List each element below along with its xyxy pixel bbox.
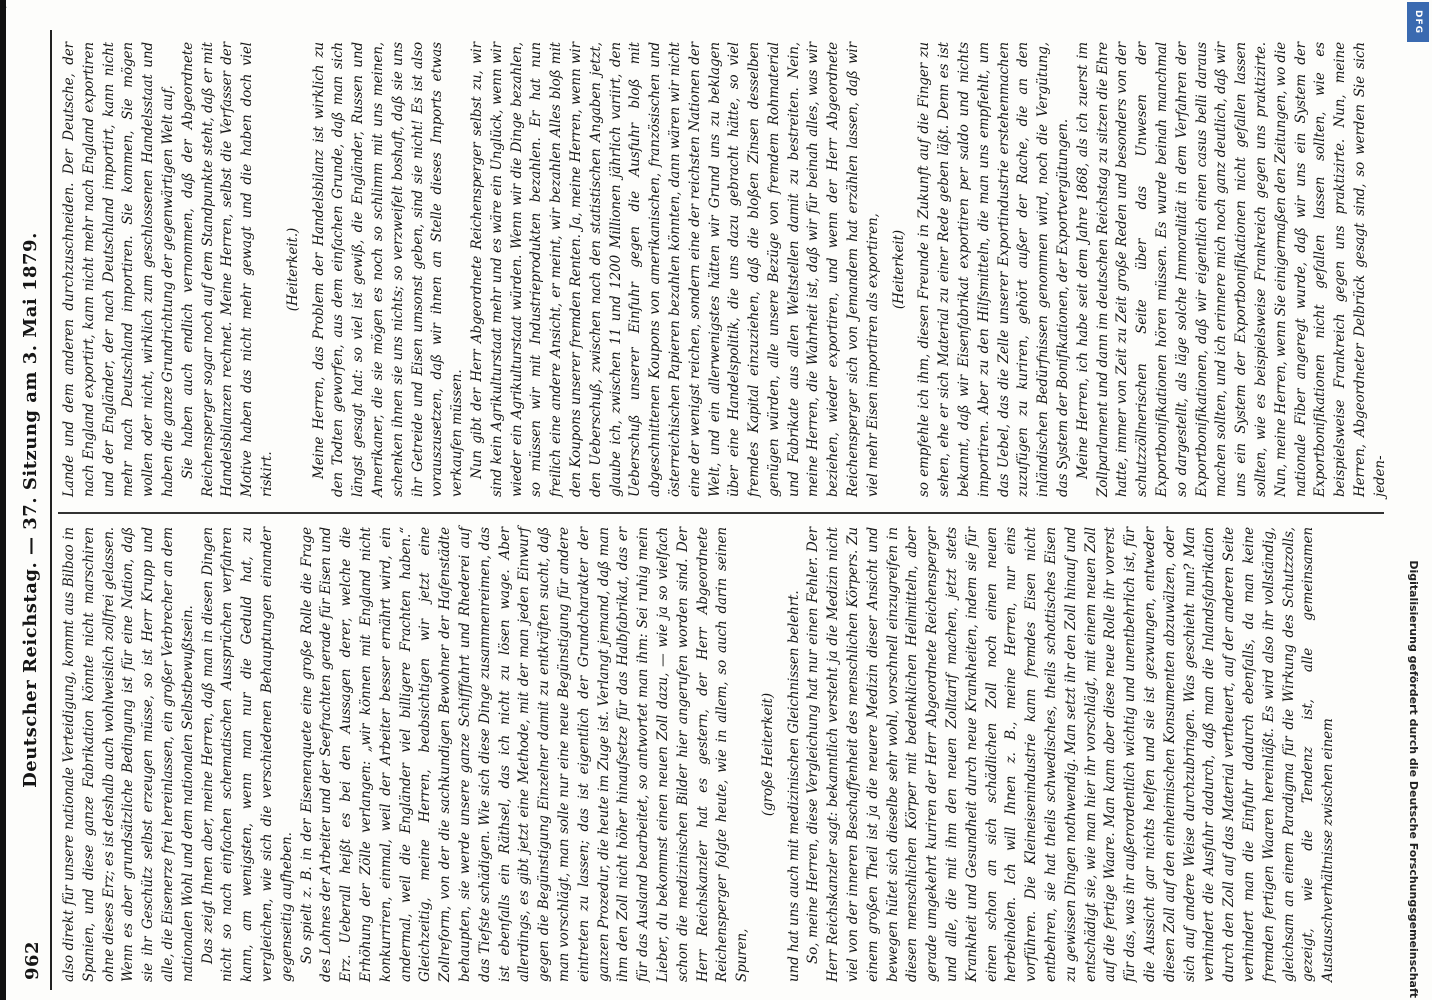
paragraph: und hat uns auch mit medizinischen Gleichnissen belehrt. bbox=[785, 590, 802, 982]
paragraph: Lande und dem anderen durchzuschneiden. Der Deutsche, der nach England exportirt, kann nicht mehr nach England exportiren und der Engländer, der nach Deutschland importirt, kann nicht mehr nach Deutschland importiren. Sie kommen, Sie mögen wollen oder nicht, wirklich zum geschlossenen Handelsstaat und haben die ganze Grundrichtung der gegenwärtigen Welt auf. bbox=[61, 42, 176, 497]
corner-mark: 1 bbox=[0, 0, 7, 11]
paragraph: Nun gibt der Herr Abgeordnete Reichensperger selbst zu, wir sind kein Agrikulturstaat mehr und es wäre ein Unglück, wenn wir wieder ein Agrikulturstaat würden. Wenn wir die Dinge bezahlen, so müssen wir mit Industrieprodukten bezahlen. Er hat nun freilich eine andere Ansicht, er meint, wir bezahlen Alles bloß mit den Koupons unserer fremden Renten. Ja, meine Herren, wenn wir den Ueberschuß, zwischen nach den statistischen Angaben jetzt, glaube ich, zwischen 11 und 1200 Millionen jährlich variirt, den Ueberschuß unserer Einfuhr gegen die Ausfuhr bloß mit abgeschnittenen Koupons von amerikanischen, französischen und österreichischen Papieren bezahlen könnten, dann wären wir nicht eine der wenigst reichen, sondern eine der reichsten Nationen der Welt, und ein allerwenigstes hätten wir Grund uns zu beklagen über eine Handelspolitik, die uns dazu gebracht hätte, so viel fremdes Kapital einzuziehen, daß die bloßen Zinsen desselben genügen würden, alle unsere Bezüge von fremdem Rohmaterial und Fabrikate aus allen Weltstellen damit zu bestreiten. Nein, meine Herren, die Wahrheit ist, daß wir für beinah alles, was wir beziehen, wieder exportiren, und wenn der Herr Abgeordnete Reichensperger sich von Jemandem hat erzählen lassen, daß wir viel mehr Eisen importiren als exportiren, bbox=[468, 42, 881, 497]
paragraph: Das zeigt Ihnen aber, meine Herren, daß man in diesen Dingen nicht so nach einfachen schematischen Aussprüchen verfahren kann, am wenigsten, wenn man nur die Geduld hat, zu vergleichen, wie sich die verschiedenen Behauptungen einander gegenseitig aufheben. bbox=[199, 527, 295, 982]
digitization-credit bbox=[1400, 8, 1426, 998]
paragraph: also direkt für unsere nationale Verteidigung, kommt aus Bilbao in Spanien, und diese ganze Fabrikation könnte nicht marschiren ohne dieses Erz; es ist deshalb auch wohlweislich zollfrei gelassen. Wenn es aber grundsätzliche Bedingung ist für eine Nation, daß sie ihr Geschütz selbst erzeugen müsse, so ist Herr Krupp und alle, die Eisenerze frei hereinlassen, ein großer Verbrecher an dem nationalen Wohl und dem nationalen Selbstbewußtsein. bbox=[61, 527, 196, 982]
page-header bbox=[12, 30, 52, 990]
paragraph: so empfehle ich ihm, diesen Freunde in Zukunft auf die Finger zu sehen, ehe er sich Material zu einer Rede geben läßt. Denn es ist bekannt, daß wir Eisenfabrikat exportiren per saldo und nichts importiren. Aber zu den Hilfsmitteln, die man uns empfiehlt, um das Uebel, das die Zelle unserer Exportindustrie erstehenmachen zuzufügen zu kuriren, gehört außer der Rache, die an den inländischen Bedürfnissen genommen wird, noch die Vergütung, das System der Bonifikationen, der Exportvergütungen. bbox=[916, 42, 1072, 497]
column-divider bbox=[58, 513, 1384, 515]
credit-text: Digitalisierung gefördert durch die Deutsche Forschungsgemeinschaft bbox=[1407, 560, 1420, 998]
interjection: (Heiterkeit.) bbox=[284, 227, 301, 312]
dfg-logo-text: DFG bbox=[1413, 9, 1424, 35]
rotated-page-content bbox=[12, 30, 1392, 990]
running-title: Deutscher Reichstag. — 37. Sitzung am 3. Mai 1879. bbox=[20, 232, 41, 788]
interjection: (große Heiterkeit) bbox=[759, 692, 776, 817]
right-column bbox=[60, 42, 1388, 497]
interjection: (Heiterkeit) bbox=[890, 229, 907, 310]
paragraph: So spielt z. B. in der Eisenenquete eine große Rolle die Frage des Lohnes der Arbeiter und der Seefrachten gerade für Eisen und Erz. Ueberall heißt es bei den Aussagen derer, welche die Erhöhung der Zölle verlangen: „wir können mit England nicht konkurriren, einmal, weil der Arbeiter besser ernährt wird, ein andermal, weil die Engländer viel billigere Frachten haben.“ Gleichzeitig, meine Herren, beabsichtigen wir jetzt eine Zollreform, von der die sachkundigen Bewohner der Hafenstädte behaupten, sie werde unsere ganze Schifffahrt und Rhederei auf das Tiefste schädigen. Wie sich diese Dinge zusammenreimen, das ist ebenfalls ein Räthsel, das ich nicht zu lösen wage. Aber allerdings, es gibt jetzt eine Methode, mit der man jeden Einwurf gegen die Begünstigung Einzelner damit zu entkräften sucht, daß man vorschlägt, man solle nur eine neue Begünstigung für andere eintreten zu lassen; das ist eigentlich der Grundcharakter der ganzen Prozedur, die heute im Zuge ist. Verlangt jemand, daß man ihm den Zoll nicht höher hinaufsetze für das Halbfabrikat, das er für das Ausland bearbeitet, so antwortet man ihm: Sei ruhig mein Lieber, du bekommst einen neuen Zoll dazu, — wie ja so vielfach schon die medizinischen Bilder hier angerufen worden sind. Der Herr Reichskanzler hat es gestern, der Herr Abgeordnete Reichensperger folgte heute, wie in allem, so auch darin seinen Spuren, bbox=[298, 527, 751, 982]
paragraph: Meine Herren, ich habe seit dem Jahre 1868, als ich zuerst im Zollparlament und dann im deutschen Reichstag zu sitzen die Ehre hatte, immer von Zeit zu Zeit große Reden und besonders von der schutzzöllnerischen Seite über das Unwesen der Exportbonifikationen hören müssen. Es wurde beinah manchmal so dargestellt, als läge solche Immoralität in dem Verfahren der Exportbonifikationen, daß wir eigentlich einen casus belli daraus machen sollten, und ich erinnere mich noch ganz deutlich, daß wir uns ein System der Exportbonifikationen nicht gefallen lassen sollten, wie es beispielsweise Frankreich gegen uns praktizirte. Nun, meine Herren, wenn Sie einigermaßen den Zeitungen, wo die nationale Fiber angeregt wurde, daß wir uns ein System der Exportbonifikationen nicht gefallen lassen sollten, wie es beispielsweise Frankreich gegen uns praktizirte. Nun, meine Herren, Abgeordneter Delbrück gesagt sind, so werden Sie sich jeden- bbox=[1074, 42, 1388, 497]
page-number: 962 bbox=[22, 940, 43, 980]
header-rule bbox=[50, 30, 52, 990]
paragraph: So, meine Herren, diese Vergleichung hat nur einen Fehler. Der Herr Reichskanzler sagt: bekanntlich versteht ja die Medizin nicht viel von der inneren Beschaffenheit des menschlichen Körpers. Zu einem großen Theil ist ja die neuere Medizin dieser Ansicht und bewegen hütet sich dieselbe sehr wohl, vorschnell einzugreifen in diesen menschlichen Körper mit bedenklichen Heilmitteln, aber gerade umgekehrt kuriren der Herr Abgeordnete Reichensperger und alle, die mit ihm den neuen Zolltarif machen, jetzt stets Krankheit und Gesundheit durch neue Krankheiten, indem sie für einen schon an sich schädlichen Zoll noch einen neuen herbeiholen. Ich will Ihnen z. B., meine Herren, nur eins vorführen. Die Kleineisenindustrie kann fremdes Eisen nicht entbehren, sie hat theils schwedisches, theils schottisches Eisen zu gewissen Dingen nothwendig. Man setzt ihr den Zoll hinauf und entschädigt sie, wie man hier ihr vorschlägt, mit einem neuen Zoll auf die fertige Waare. Man kann aber diese neue Rolle ihr vorerst für das, was ihr außerordentlich wichtig und unentbehrlich ist, für die Aussicht gar nichts helfen und sie ist gezwungen, entweder diesen Zoll auf den einheimischen Konsumenten abzuwälzen, oder sich auf andere Weise durchzubringen. Was geschieht nun? Man verhindert die Ausfuhr dadurch, daß man die Inlandsfabrikation durch den Zoll auf das Material vertheuert, auf der anderen Seite verhindert man die Einfuhr dadurch ebenfalls, da man keine fremden fertigen Waaren hereinläßt. Es wird also ihr vollständig, gleichsam an einem Paradigma für die Wirkung des Schutzzolls, gezeigt, wie die Tendenz ist, alle gemeinsamen Austauschverhältnisse zwischen einem bbox=[805, 527, 1337, 982]
page-edge bbox=[0, 0, 6, 1000]
paragraph: Sie haben auch endlich vernommen, daß der Abgeordnete Reichensperger sogar noch auf dem Standpunkte steht, daß er mit Handelsbilanzen rechnet. Meine Herren, selbst die Verfasser der Motive haben das nicht mehr gewagt und die haben doch viel riskirt. bbox=[179, 42, 275, 497]
left-column bbox=[60, 527, 1382, 982]
paragraph: Meine Herren, das Problem der Handelsbilanz ist wirklich zu den Todten geworfen, aus dem einfachen Grunde, daß man sich längst gesagt hat: so viel ist gewiß, die Engländer, Russen und Amerikaner, die sie mögen es noch so schlimm mit uns meinen, schenken ihnen sie uns nichts; so verzweifelt boshaft, daß sie uns ihr Getreide und Eisen umsonst geben, sind sie nicht! Es ist also vorauszusetzen, daß wir ihnen an Stelle dieses Imports etwas verkaufen müssen. bbox=[310, 42, 466, 497]
